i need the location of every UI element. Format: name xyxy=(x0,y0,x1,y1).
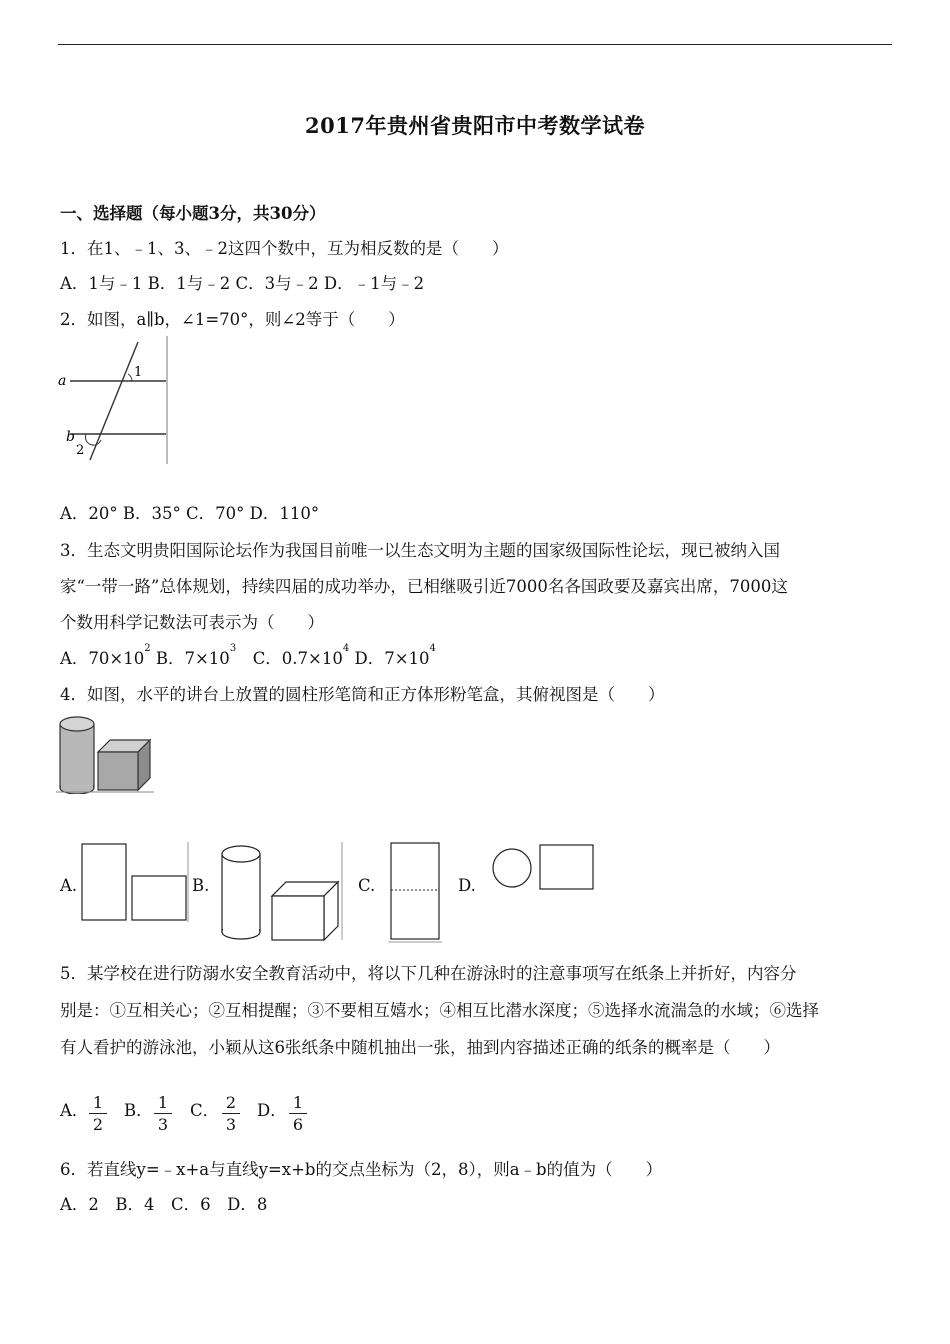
q4-label-c: C. xyxy=(358,876,376,895)
q3-line3: 个数用科学记数法可表示为（ ） xyxy=(60,613,324,632)
option-a-square xyxy=(132,876,186,920)
q3-opt-d-exp: 4 xyxy=(429,643,436,654)
q5-frac-a-num: 1 xyxy=(89,1093,107,1114)
option-b-cube-front xyxy=(272,896,324,940)
q5-frac-d-den: 6 xyxy=(292,1115,304,1134)
q3-opt-b: B．7×10 xyxy=(150,649,230,668)
q5-frac-b-den: 3 xyxy=(157,1115,169,1134)
q5-frac-c xyxy=(222,1093,240,1136)
q3-opt-a-exp: 2 xyxy=(144,643,151,654)
q2-stem: 2．如图，a∥b，∠1=70°，则∠2等于（ ） xyxy=(60,310,405,329)
q3-opt-a: A．70×10 xyxy=(60,649,145,668)
option-b-figure xyxy=(216,842,346,942)
label-angle-1: 1 xyxy=(134,365,143,380)
option-a-figure xyxy=(80,842,192,924)
cylinder-top xyxy=(60,717,94,731)
option-c-rect xyxy=(391,843,439,939)
option-d-figure xyxy=(488,842,598,892)
q5-frac-d-num: 1 xyxy=(289,1093,307,1114)
parallel-lines-figure xyxy=(56,336,172,466)
q5-line2: 别是：①互相关心；②互相提醒；③不要相互嬉水；④相互比潜水深度；⑤选择水流湍急的水域；⑥选择 xyxy=(60,1001,819,1020)
q5-line1: 5．某学校在进行防溺水安全教育活动中，将以下几种在游泳时的注意事项写在纸条上并折好，内容分 xyxy=(60,964,797,983)
label-b: b xyxy=(66,429,75,445)
q5-frac-c-num: 2 xyxy=(222,1093,240,1114)
option-a-tall-rect xyxy=(82,844,126,920)
q5-frac-b xyxy=(154,1093,172,1136)
section-heading: 一、选择题（每小题3分，共30分） xyxy=(60,204,326,223)
option-d-square xyxy=(540,845,593,889)
option-b-cylinder-top xyxy=(222,846,260,862)
q5-label-a: A． xyxy=(60,1101,89,1120)
q5-frac-a-den: 2 xyxy=(92,1115,104,1134)
q2-options: A．20° B．35° C．70° D．110° xyxy=(60,504,320,523)
q5-frac-b-num: 1 xyxy=(154,1093,172,1114)
q4-label-d: D. xyxy=(458,876,476,895)
q3-opt-c: C．0.7×10 xyxy=(236,649,343,668)
q6-stem: 6．若直线y=﹣x+a与直线y=x+b的交点坐标为（2，8），则a﹣b的值为（ ） xyxy=(60,1160,663,1179)
q3-options xyxy=(60,645,436,669)
option-c-figure xyxy=(388,840,444,944)
q1-options: A．1与﹣1 B．1与﹣2 C．3与﹣2 D．﹣1与﹣2 xyxy=(60,274,425,293)
angle-1-arc xyxy=(128,374,132,381)
cylinder-cube-figure xyxy=(56,712,156,794)
q3-line1: 3．生态文明贵阳国际论坛作为我国目前唯一以生态文明为主题的国家级国际性论坛，现已被纳入国 xyxy=(60,541,780,560)
q4-label-b: B. xyxy=(192,876,210,895)
q3-opt-b-exp: 3 xyxy=(229,643,237,654)
q5-frac-a xyxy=(89,1093,107,1136)
q4-label-a: A. xyxy=(60,876,78,895)
q5-label-b: B． xyxy=(124,1101,153,1120)
q3-line2: 家“一带一路”总体规划，持续四届的成功举办，已相继吸引近7000名各国政要及嘉宾出席，7000这 xyxy=(60,577,788,596)
q4-stem: 4．如图，水平的讲台上放置的圆柱形笔筒和正方体形粉笔盒，其俯视图是（ ） xyxy=(60,685,665,704)
page-title: 2017年贵州省贵阳市中考数学试卷 xyxy=(305,113,645,138)
q5-label-c: C． xyxy=(190,1101,220,1120)
label-angle-2: 2 xyxy=(76,443,85,458)
q5-line3: 有人看护的游泳池，小颖从这6张纸条中随机抽出一张，抽到内容描述正确的纸条的概率是（ ） xyxy=(60,1038,780,1057)
header-rule xyxy=(58,44,892,45)
q3-opt-d: D．7×10 xyxy=(349,649,430,668)
cube-front xyxy=(98,752,138,790)
transversal-line xyxy=(90,342,138,460)
q1-stem: 1．在1、﹣1、3、﹣2这四个数中，互为相反数的是（ ） xyxy=(60,239,509,258)
label-a: a xyxy=(58,373,67,389)
q5-frac-c-den: 3 xyxy=(225,1115,237,1134)
q6-options: A．2 B．4 C．6 D．8 xyxy=(60,1195,268,1214)
option-d-circle xyxy=(493,849,531,887)
q3-opt-c-exp: 4 xyxy=(342,643,350,654)
q5-frac-d xyxy=(289,1093,307,1136)
q5-label-d: D． xyxy=(257,1101,287,1120)
